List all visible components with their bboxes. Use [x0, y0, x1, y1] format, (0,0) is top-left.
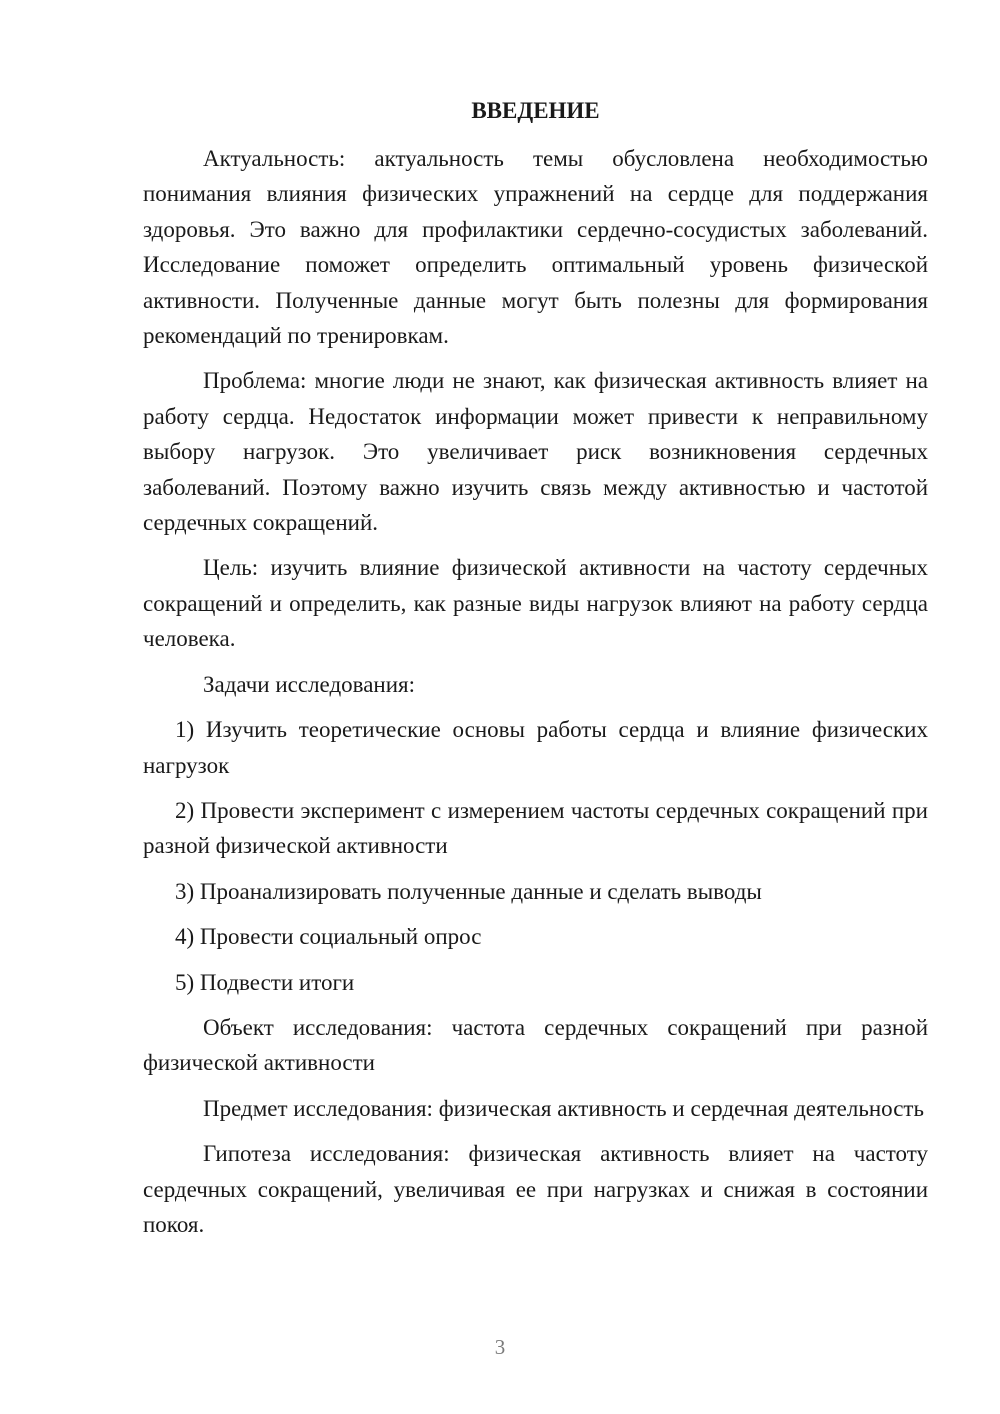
paragraph-object: Объект исследования: частота сердечных сокращений при разной физической активности: [143, 1014, 928, 1076]
task-item-5: 5) Подвести итоги: [175, 969, 355, 995]
document-body: [143, 141, 928, 1252]
paragraph-hypothesis: Гипотеза исследования: физическая активность влияет на частоту сердечных сокращений, увеличивая ее при нагрузках и снижая в состоянии покоя.: [143, 1141, 928, 1237]
paragraph-problem: Проблема: многие люди не знают, как физическая активность влияет на работу сердца. Недостаток информации может привести к неправильному выбору нагрузок. Это увеличивает риск возникновения сердечных заболеваний. Поэтому важно изучить связь между активностью и частотой сердечных сокращений.: [143, 368, 928, 536]
page-number: 3: [494, 1335, 506, 1359]
task-item-1: 1) Изучить теоретические основы работы сердца и влияние физических нагрузок: [143, 717, 928, 778]
paragraph-relevance: Актуальность: актуальность темы обусловлена необходимостью понимания влияния физических упражнений на сердце для поддержания здоровья. Это важно для профилактики сердечно-сосудистых заболеваний. Исследование поможет определить оптимальный уровень физической активности. Полученные данные могут быть полезны для формирования рекомендаций по тренировкам.: [143, 146, 928, 349]
page-title: ВВЕДЕНИЕ: [471, 98, 600, 123]
task-item-2: 2) Провести эксперимент с измерением частоты сердечных сокращений при разной физической активности: [143, 797, 928, 859]
paragraph-goal: Цель: изучить влияние физической активности на частоту сердечных сокращений и определить, как разные виды нагрузок влияют на работу сердца человека.: [143, 555, 928, 652]
task-item-3: 3) Проанализировать полученные данные и сделать выводы: [175, 878, 762, 904]
paragraph-tasks-heading: Задачи исследования:: [203, 671, 416, 697]
paragraph-subject: Предмет исследования: физическая активность и сердечная деятельность: [203, 1095, 924, 1121]
task-item-4: 4) Провести социальный опрос: [175, 924, 482, 950]
